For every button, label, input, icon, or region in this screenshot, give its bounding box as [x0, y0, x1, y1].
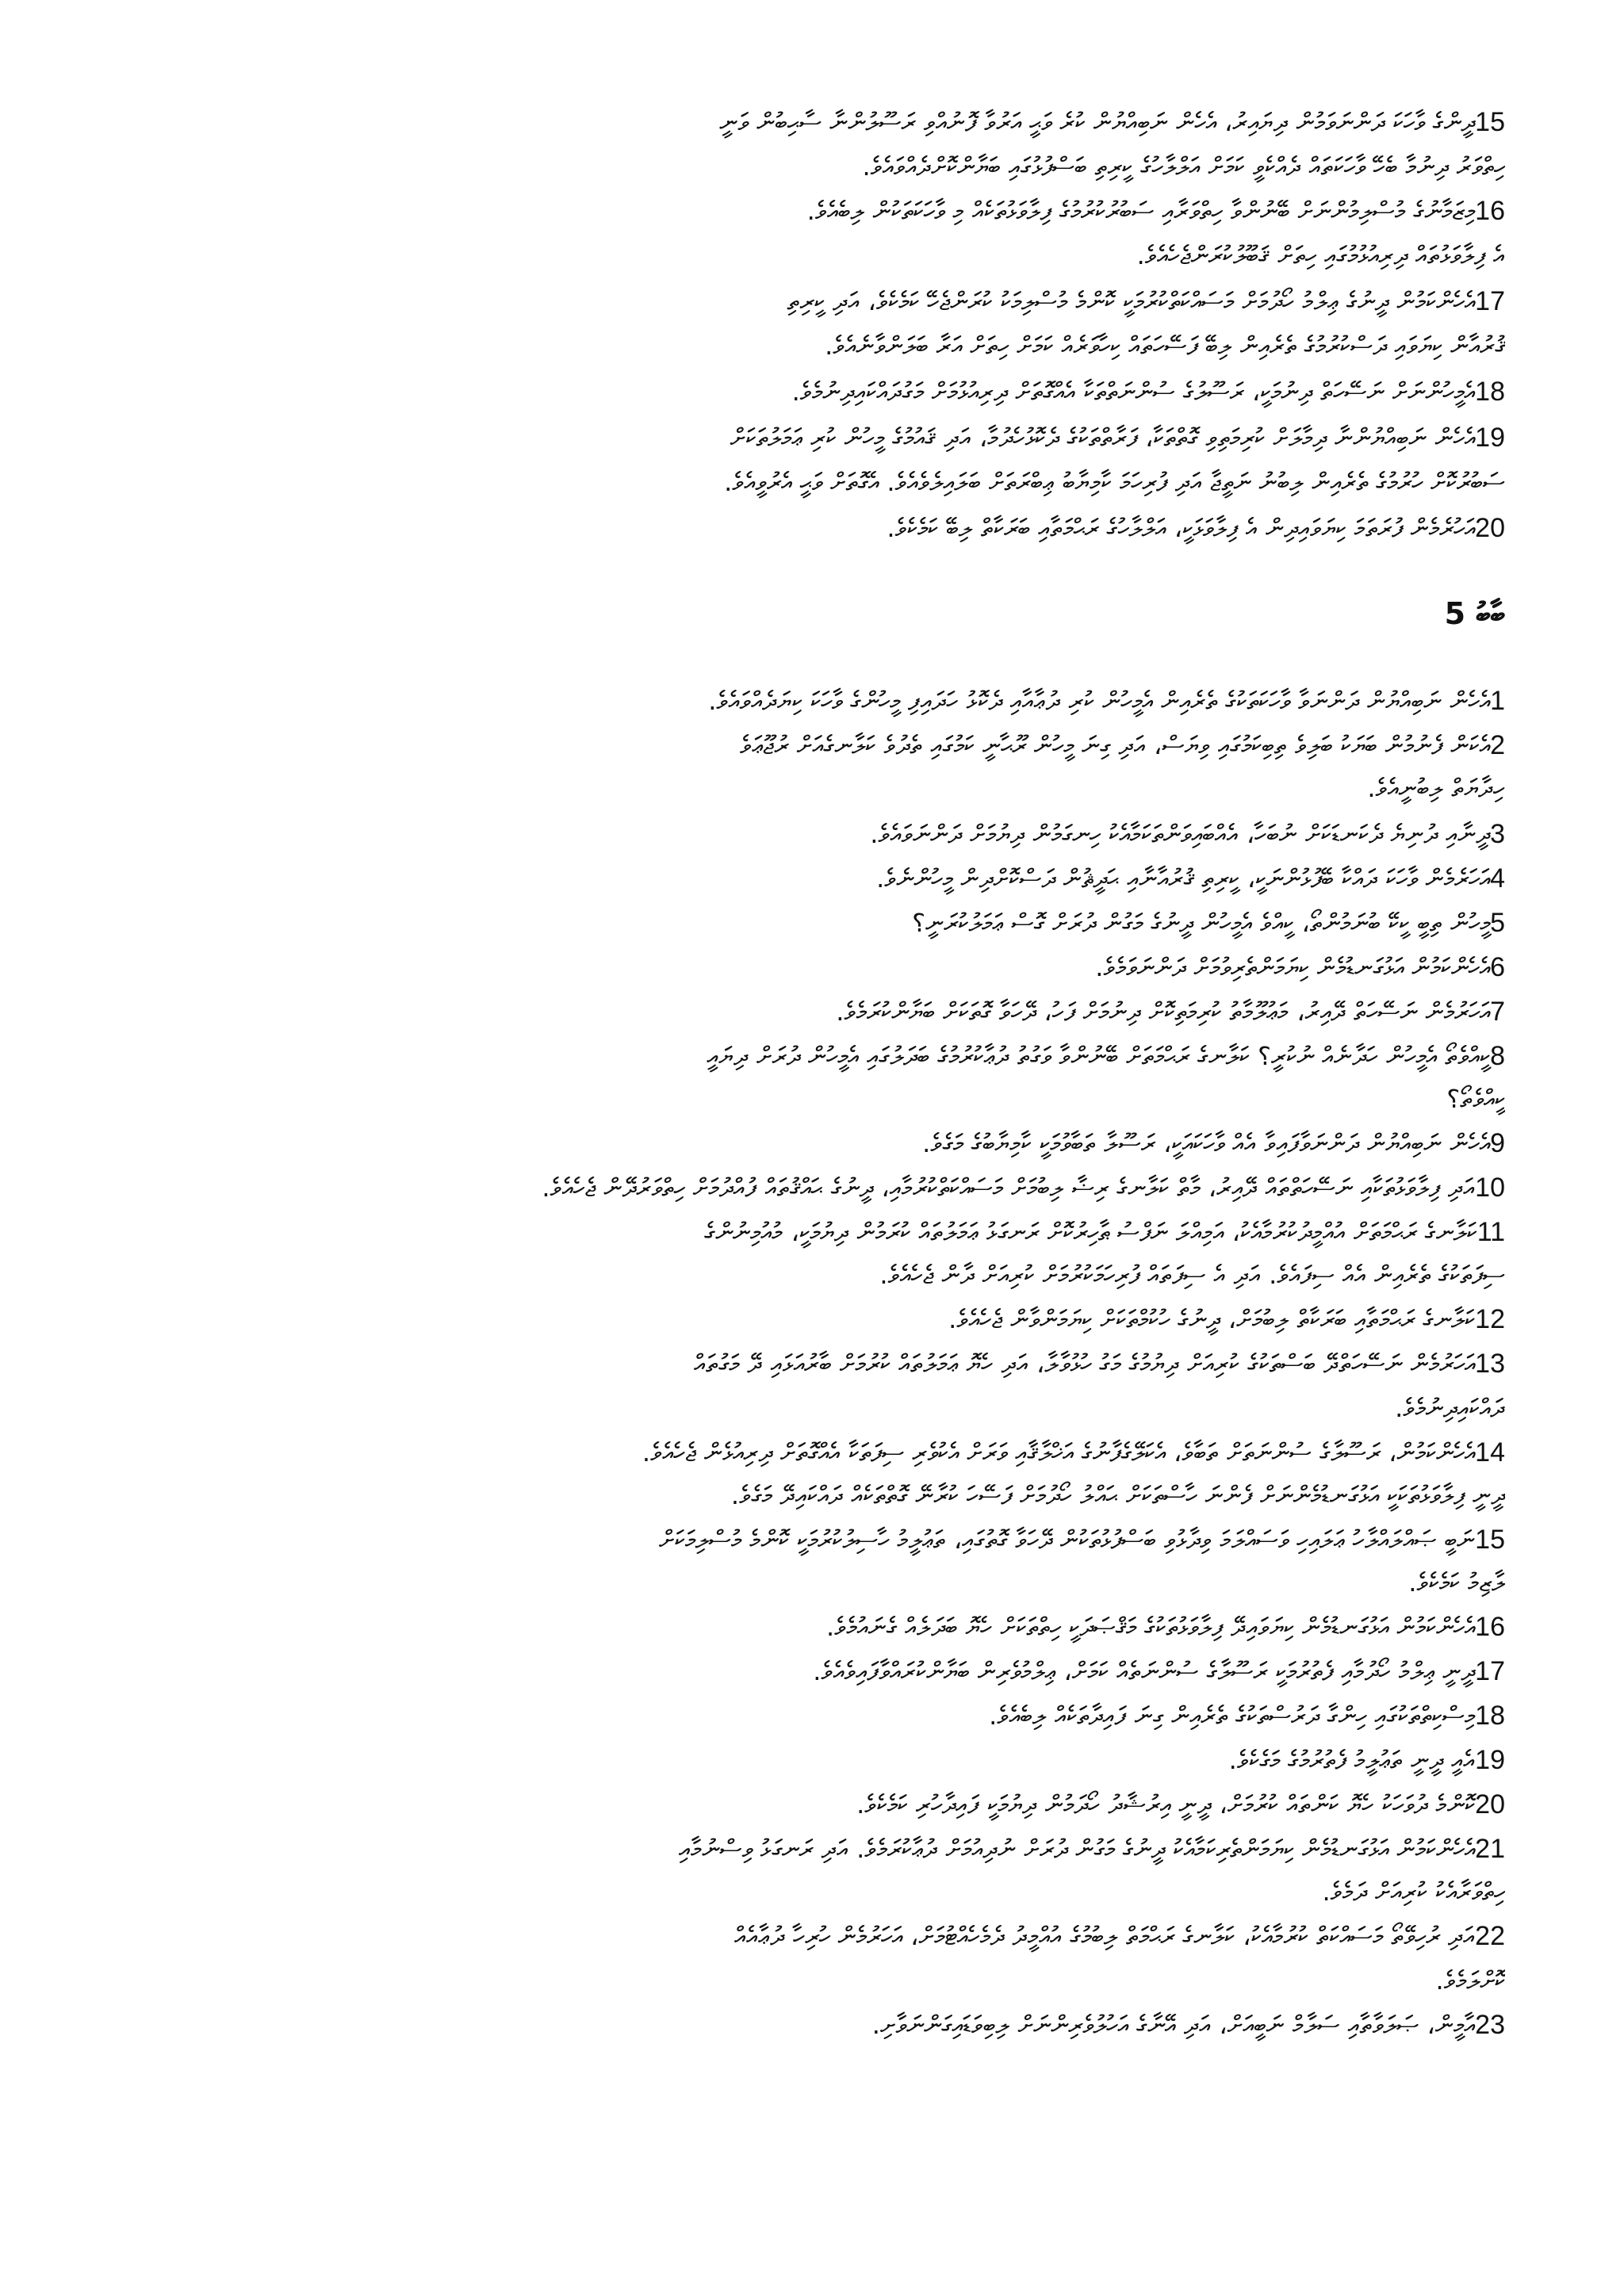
verse-number: 4 [1490, 863, 1505, 894]
verse-number: 23 [1475, 2010, 1505, 2040]
verse-number: 2 [1490, 730, 1505, 760]
verse-text: އެހެން ނަބިއްޔުން ދަންނަވާ ވާހަކަތަކުގެ ތެރެއިން އެމީހުން ކުރި ދުޢާއާއި ދެކޮޅު ހަދައިފި މީހުންގެ ވާހަކަ ކިޔަދެއްވައެވެ. [708, 686, 1491, 716]
ch5-verse-10-line-1 [119, 1165, 1505, 1210]
verse-18-line-1 [119, 369, 1505, 414]
verse-text: އެއީ ދީނީ ތަޢުލީމު ފެތުރުމުގެ މަގެކެވެ. [1228, 1745, 1476, 1775]
ch5-verse-22-line-1 [119, 1914, 1505, 1958]
verse-number: 9 [1490, 1128, 1505, 1158]
ch5-verse-22-line-2 [119, 1958, 1505, 2003]
ch5-verse-15-line-1 [119, 1517, 1505, 1562]
verse-15-line-1 [119, 100, 1505, 144]
verse-17-line-2 [119, 323, 1505, 368]
verse-number: 3 [1490, 819, 1505, 849]
ch5-verse-8-line-2 [119, 1077, 1505, 1121]
ch5-verse-13-line-2 [119, 1386, 1505, 1430]
verse-text: ސަބުރުކޮށް ހުރުމުގެ ތެރެއިން ލިބުނު ނަތީޖާ އަދި ފުރިހަމަ ކާމިޔާބު ޢިބްރަތަށް ބަލައިލެވެއެވެ. އެގޮތަށް ވަޙީ އެރުވީއެވެ. [724, 467, 1505, 497]
verse-text: ކޮށްލަމެވެ. [1435, 1965, 1505, 1996]
verse-19-line-2 [119, 460, 1505, 504]
verse-text: ދައްކައިދިނުމެވެ. [1395, 1393, 1505, 1423]
verse-number: 18 [1475, 1701, 1505, 1731]
verse-text: ސިފަތަކުގެ ތެރެއިން އެއް ސިފައެވެ. އަދި އެ ސިފަތައް ފުރިހަމަކުރުމަށް ކުރިއަށް ދާން ޖެހެއެވެ. [879, 1260, 1505, 1290]
verse-text: އެހެންކަމުން، ރަސޫލާގެ ސުންނަތަށް ތަބާވެ، އެކަލޭގެފާނުގެ އަޚްލާޤާއި ވަރަށް އެކުވެރި ސިފަތަކާ އެއްގޮތަށް ދިރިއުޅެން ޖެހެއެވެ. [642, 1437, 1476, 1468]
verse-number: 17 [1475, 286, 1505, 316]
verse-number: 5 [1490, 908, 1505, 938]
verse-number: 22 [1475, 1921, 1505, 1951]
verse-text: އެހެން ނަބިއްޔުން ދަންނަވާފައިވާ އެއް ވާހަކައަކީ، ރަސޫލާ ތަބާވުމަކީ ކާމިޔާބުގެ މަގެވެ. [922, 1128, 1491, 1158]
verse-number: 19 [1475, 1745, 1505, 1775]
ch5-verse-18-line-1 [119, 1693, 1505, 1738]
verse-text: މިސްކިތްތަކުގައި ހިންގާ ދަރުސްތަކުގެ ތެރެއިން ގިނަ ފައިދާތަކެއް ލިބެއެވެ. [989, 1701, 1476, 1731]
ch5-verse-6-line-1 [119, 945, 1505, 989]
verse-number: 8 [1490, 1041, 1505, 1071]
verse-text: ކީއްވެތޯ؟ [1446, 1084, 1505, 1114]
verse-text: ކޮންމެ ދުވަހަކު ހެޔޮ ކަންތައް ކުރުމަށް، ދީނީ އިރުޝާދު ހޯދަމުން ދިޔުމަކީ ފައިދާހުރި ކަމެކެވެ. [856, 1789, 1476, 1820]
ch5-verse-15-line-2 [119, 1560, 1505, 1605]
ch5-verse-8-line-1 [119, 1034, 1505, 1078]
verse-number: 20 [1475, 1789, 1505, 1820]
verse-text: ދީނީ ފިލާވަޅުތަކަކީ އަޅުގަނޑުމެންނަށް ފެންނަ ހާސްތަކަށް ޙައްލު ހޯދުމަށް ފަސޭހަ ކުރާނޭ ގޮތްތަކެއް ދައްކައިދޭ މަގެވެ. [730, 1480, 1505, 1510]
verse-text: ހިތްވަރު ދިނުމާ ބެހޭ ވާހަކަތައް ދެއްކެވީ ކަމަށް އަލްލާހުގެ ކީރިތި ބަސްފުޅުގައި ބަޔާންކޮށްދެއްވައެވެ. [862, 151, 1505, 182]
verse-number: 17 [1475, 1656, 1505, 1686]
verse-text: ހިދާޔަތް ލިބުނީއެވެ. [1367, 773, 1505, 803]
ch5-verse-17-line-1 [119, 1649, 1505, 1693]
ch5-verse-3-line-1 [119, 812, 1505, 856]
ch5-verse-19-line-1 [119, 1738, 1505, 1782]
verse-number: 18 [1475, 377, 1505, 407]
ch5-verse-9-line-1 [119, 1121, 1505, 1165]
ch5-verse-21-line-2 [119, 1869, 1505, 1914]
verse-number: 15 [1475, 107, 1505, 137]
verse-16-line-2 [119, 233, 1505, 277]
verse-text: އަހަރުމެން ނަސޭހަތްދޭ ބަސްތަކުގެ ކުރިއަށް ދިޔުމުގެ މަގު ހުޅުވާލާ، އަދި ހެޔޮ ޢަމަލުތައް ކުރުމަށް ބާރުއަޅައި ދޭ މަގުތައް [694, 1349, 1476, 1379]
verse-text: އަހުރެމެން ފުރަތަމަ ކިޔަވައިދިން އެ ފިލާވަޅަކީ، އަލްލާހުގެ ރަޙްމަތާއި ބަރަކާތް ލިބޭ ކަމެކެވެ. [887, 513, 1476, 543]
verse-text: އެމީހުންނަށް ނަސޭހަތް ދިނުމަކީ، ރަސޫލުގެ ސުންނަތްތަކާ އެއްގޮތަށް ދިރިއުޅުމަށް މަގުދައްކައިދިނުމެވެ. [791, 377, 1476, 407]
verse-text: އެހެންކަމުން އަޅުގަނޑުމެން ކިޔަވައިދޭ ފިލާވަޅުތަކުގެ މަޤްޞަދަކީ ހިތްތަކަށް ހެޔޮ ބަދަލެއް ގެނައުމެވެ. [826, 1612, 1476, 1642]
verse-number: 16 [1475, 196, 1505, 226]
ch5-verse-5-line-1 [119, 901, 1505, 945]
verse-text: ލާޒިމު ކަމެކެވެ. [1408, 1567, 1505, 1598]
ch5-verse-2-line-1 [119, 723, 1505, 767]
verse-number: 12 [1475, 1304, 1505, 1334]
verse-number: 14 [1475, 1437, 1505, 1468]
verse-text: އަހަރެމެން ވާހަކަ ދައްކާ ބޭފުޅުންނަކީ، ކީރިތި ޤުރުއާނާއި ޙަދީޘުން ދަސްކޮށްދިން މީހުންނެވެ. [876, 863, 1491, 894]
verse-text: ދީންގެ ވާހަކަ ދަންނަވަމުން ދިޔައިރު، އެހެން ނަބިއްޔުން ކުރެ ވަޙީ އަރުވާ ފޮނުއްވި ރަސޫލުންނާ ސާޙިބުން ވަނީ [719, 107, 1476, 137]
verse-20-line-1 [119, 506, 1505, 550]
verse-text: ދީނާއި ދުނިޔެ ދެކަނޑަކަށް ނުބަހާ، އެއްބައިވަންތަކަމާއެކު ހިނގަމުން ދިޔުމަށް ދަންނަވައެވެ. [870, 819, 1491, 849]
verse-number: 13 [1475, 1349, 1505, 1379]
verse-number: 7 [1490, 997, 1505, 1027]
verse-number: 15 [1475, 1525, 1505, 1555]
verse-text: ކަލާނގެ ރަޙްމަތަށް އުއްމީދުކުރުމާއެކު، އަމިއްލަ ނަފްސު ޠާހިރުކޮށް ރަނގަޅު ޢަމަލުތައް ކުރަމުން ދިޔުމަކީ، މުއުމިނުންގެ [704, 1217, 1477, 1247]
verse-number: 20 [1475, 513, 1505, 543]
verse-text: ނަބީ ޞައްލައްލާހު ޢަލައިހި ވަސައްލަމަ ވިދާޅުވި ބަސްފުޅުތަކުން ދޭހަވާ ގޮތުގައި، ތަޢުލީމު ހާސިލުކުރުމަކީ ކޮންމެ މުސްލިމަކަށް [658, 1525, 1476, 1555]
ch5-verse-23-line-1 [119, 2003, 1505, 2047]
verse-text: އަދި ރުހިވޭތޯ މަސައްކަތް ކުރުމާއެކު، ކަލާނގެ ރަޙްމަތް ލިބުމުގެ އުއްމީދު ދެމެހެއްޓުމަށް، އަހަރުމެން ހުރިހާ ދުޢާއެއް [734, 1921, 1476, 1951]
ch5-verse-14-line-1 [119, 1430, 1505, 1475]
ch5-verse-11-line-1 [119, 1210, 1505, 1254]
verse-text: ޤުރުއާން ކިޔަވައި ދަސްކުރުމުގެ ތެރެއިން ލިބޭ ފަސޭހަތައް ކިހާވަރެއް ކަމަށް ހިތަށް އަރާ ބަލަންވާނެއެވެ. [825, 331, 1505, 361]
verse-text: ދީނީ ޢިލްމު ހޯދުމާއި ފެތުރުމަކީ ރަސޫލާގެ ސުންނަތެއް ކަމަށް، ޢިލްމުވެރިން ބަޔާންކުރައްވާފައިވެއެވެ. [813, 1656, 1476, 1686]
verse-number: 6 [1490, 952, 1505, 982]
ch5-verse-20-line-1 [119, 1782, 1505, 1827]
verse-number: 16 [1475, 1612, 1505, 1642]
verse-text: އެ ފިލާވަޅުތައް ދިރިއުޅުމުގައި ހިތަށް ޤަބޫލުކުރަންޖެހެއެވެ. [1136, 240, 1505, 270]
verse-17-line-1 [119, 279, 1505, 323]
ch5-verse-2-line-2 [119, 766, 1505, 810]
verse-number: 11 [1477, 1217, 1505, 1247]
verse-text: އެހެން ނަބިއްޔުންނާ ދިމާލަށް ކުރިމަތިވި ގޮތްތަކާ، ފަރާތްތަކުގެ ދެކޮޅުހެދުމާ، އަދި ޤައުމުގެ މީހުން ކުރި ޢަމަލުތަކަށް [730, 423, 1476, 453]
verse-text: އެހެންކަމުން އަޅުގަނޑުމެން ކިޔަމަންތެރިވުމަށް ދަންނަވަމެވެ. [1095, 952, 1491, 982]
verse-text: ކަލާނގެ ރަޙްމަތާއި ބަރަކާތް ލިބުމަށް، ދީނުގެ ހުކުމްތަކަށް ކިޔަމަންވާން ޖެހެއެވެ. [948, 1304, 1476, 1334]
ch5-verse-1-line-1 [119, 679, 1505, 723]
ch5-verse-21-line-1 [119, 1827, 1505, 1871]
verse-text: މީހުން ތިބީ ކީކޭ ބުނަމުންތޯ، ކީއްވެ އެމީހުން ދީނުގެ މަގުން ދުރަށް ގޮސް ޢަމަލުކުރަނީ؟ [912, 908, 1491, 938]
verse-text: އެހެންކަމުން އަޅުގަނޑުމެން ކިޔަމަންތެރިކަމާއެކު ދީނުގެ މަގުން ދުރަށް ނުދިއުމަށް ދުޢާކުރަމެވެ. އަދި ރަނގަޅު ވިސްނުމާއި [679, 1834, 1476, 1864]
ch5-verse-11-line-2 [119, 1253, 1505, 1297]
ch5-verse-7-line-1 [119, 989, 1505, 1034]
ch5-verse-14-line-2 [119, 1473, 1505, 1517]
verse-15-line-2 [119, 144, 1505, 189]
verse-16-line-1 [119, 189, 1505, 233]
ch5-verse-12-line-1 [119, 1297, 1505, 1341]
ch5-verse-16-line-1 [119, 1605, 1505, 1649]
verse-number: 1 [1490, 686, 1505, 716]
verse-text: އެކަން ފެނުމުން ބަޔަކު ބަލިވެ ތިބިކަމުގައި ވިޔަސް، އަދި ގިނަ މީހުން ރޫޙާނީ ކަމުގައި ތެދުވެ ކަލާނގެއަށް ރުޖޫޢަވެ [740, 730, 1491, 760]
verse-number: 19 [1475, 423, 1505, 453]
verse-19-line-1 [119, 415, 1505, 460]
verse-text: އެހެންކަމުން ދީނުގެ ޢިލްމު ހޯދުމަށް މަސައްކަތްކުރުމަކީ ކޮންމެ މުސްލިމަކު ކުރަންޖެހޭ ކަމެކެވެ، އަދި ކީރިތި [787, 286, 1476, 316]
verse-text: ހިތްވަރާއެކު ކުރިއަށް ދަމެވެ. [1322, 1877, 1505, 1907]
verse-text: އަހަރުމެން ނަސޭހަތް ދޭއިރު، މަޢުލޫމާތު ކުރިމަތިކޮށް ދިނުމަށް ފަހު، ދޭހަވާ ގޮތަކަށް ބަޔާންކުރަމެވެ. [836, 997, 1491, 1027]
ch5-verse-13-line-1 [119, 1341, 1505, 1386]
verse-text: މިޒަމާނުގެ މުސްލިމުންނަށް ބޭނުންވާ ހިތްވަރާއި ސަބުރުކުރުމުގެ ފިލާވަޅުތަކެއް މި ވާހަކަތަކުން ލިބެއެވެ. [806, 196, 1476, 226]
chapter-heading: ބާބު 5 [1444, 596, 1505, 631]
ch5-verse-4-line-1 [119, 856, 1505, 901]
verse-text: އާމީން، ޞަލަވާތާއި ސަލާމް ނަބީއަށް، އަދި އޭނާގެ އަހުލުވެރިންނަށް ލިބިވަޑައިގަންނަވާށި. [871, 2010, 1476, 2040]
verse-number: 21 [1475, 1834, 1505, 1864]
verse-text: ކީއްވެތޯ އެމީހުން ހަދާނެއް ނުކުރީ؟ ކަލާނގެ ރަޙްމަތަށް ބޭނުންވާ ވަގުތު ދުޢާކުރުމުގެ ބަދަލުގައި އެމީހުން ދުރަށް ދިޔައީ [707, 1041, 1491, 1071]
verse-text: އަދި ފިލާވަޅުތަކާއި ނަސޭހަތްތައް ދޭއިރު، މާތް ކަލާނގެ ރިޟާ ލިބުމަށް މަސައްކަތްކުރުމާއި، ދީނުގެ ޙައްޤުތައް ފުއްދުމަށް ހިތްވަރުދޭން ޖެހެއެވެ. [542, 1173, 1476, 1203]
verse-number: 10 [1475, 1173, 1505, 1203]
